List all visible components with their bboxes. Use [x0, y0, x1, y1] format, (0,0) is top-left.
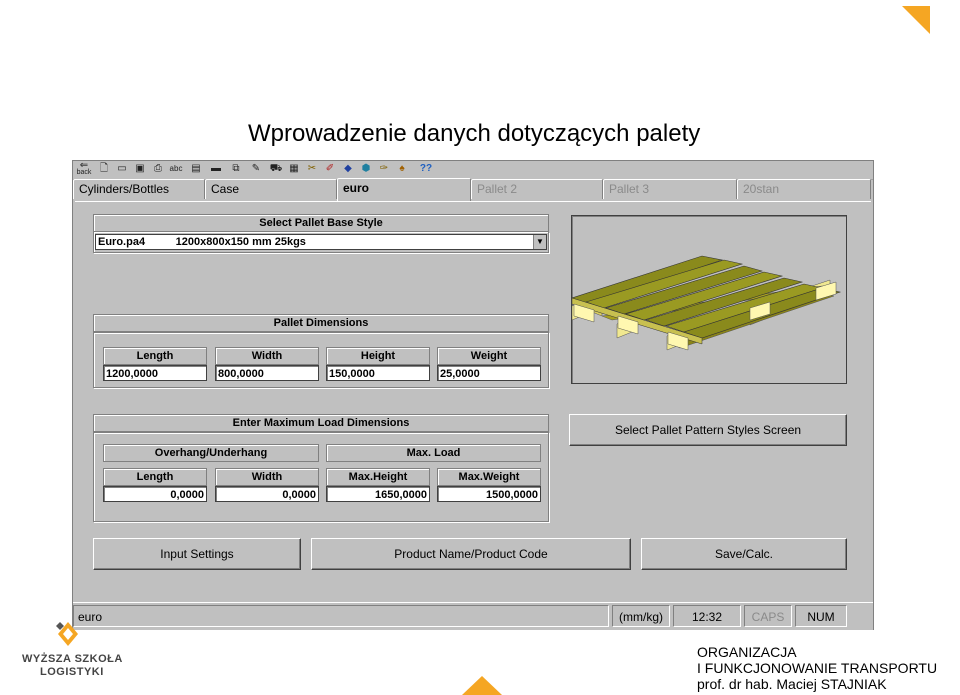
- wrench-icon[interactable]: ✑: [379, 163, 389, 174]
- document-icon[interactable]: ▤: [191, 163, 201, 174]
- spellcheck-icon[interactable]: abc: [169, 164, 183, 173]
- length-label: Length: [103, 347, 207, 365]
- open-folder-icon[interactable]: ▭: [117, 163, 127, 174]
- input-settings-button[interactable]: Input Settings: [93, 538, 301, 570]
- pallet-app-window: [72, 160, 874, 630]
- tab-euro[interactable]: euro: [337, 178, 471, 201]
- weight-label: Weight: [437, 347, 541, 365]
- product-name-code-button[interactable]: Product Name/Product Code: [311, 538, 631, 570]
- status-name: euro: [73, 605, 609, 627]
- footer-line2: I FUNKCJONOWANIE TRANSPORTU: [697, 660, 938, 676]
- max-height-input[interactable]: 1650,0000: [326, 486, 430, 502]
- tab-strip: [73, 179, 873, 201]
- max-height-label: Max.Height: [326, 468, 430, 486]
- tab-case[interactable]: Case: [205, 179, 337, 199]
- tab-pallet-3[interactable]: Pallet 3: [603, 179, 737, 199]
- form-icon[interactable]: ▦: [289, 163, 299, 174]
- overhang-length-label: Length: [103, 468, 207, 486]
- overhang-label: Overhang/Underhang: [103, 444, 319, 462]
- max-load-header: Enter Maximum Load Dimensions: [93, 414, 549, 432]
- pallet-width-input[interactable]: 800,0000: [215, 365, 319, 381]
- pallet-weight-input[interactable]: 25,0000: [437, 365, 541, 381]
- overhang-length-input[interactable]: 0,0000: [103, 486, 207, 502]
- truck-icon[interactable]: ⛟: [269, 163, 283, 174]
- copy-icon[interactable]: ⧉: [232, 163, 240, 174]
- edit-icon[interactable]: ✎: [251, 163, 261, 174]
- logo-mark-icon: [20, 620, 120, 654]
- pallet-height-input[interactable]: 150,0000: [326, 365, 430, 381]
- logo-text-line1: WYŻSZA SZKOŁA: [22, 653, 123, 665]
- box-icon[interactable]: ◆: [344, 163, 352, 174]
- overhang-width-input[interactable]: 0,0000: [215, 486, 319, 502]
- tab-pallet-2[interactable]: Pallet 2: [471, 179, 603, 199]
- back-arrow-icon: ⇐: [79, 160, 89, 171]
- new-file-icon[interactable]: 🗋: [99, 163, 109, 174]
- cube-icon[interactable]: ⬢: [361, 163, 371, 174]
- pallet-3d-image: [572, 216, 844, 381]
- tab-cylinders-bottles[interactable]: Cylinders/Bottles: [73, 179, 205, 199]
- overhang-width-label: Width: [215, 468, 319, 486]
- status-num: NUM: [795, 605, 847, 627]
- paint-icon[interactable]: ✐: [325, 163, 335, 174]
- height-label: Height: [326, 347, 430, 365]
- corner-accent-triangle: [902, 6, 930, 34]
- help-button[interactable]: ??: [419, 163, 433, 174]
- window-icon[interactable]: ▬: [211, 163, 221, 174]
- bottom-accent-triangle: [462, 676, 502, 695]
- pallet-base-style-select[interactable]: [95, 234, 547, 250]
- max-load-label: Max. Load: [326, 444, 541, 462]
- tool-icon[interactable]: ✂: [307, 163, 317, 174]
- status-caps: CAPS: [744, 605, 792, 627]
- status-bar: [73, 602, 873, 630]
- pallet-length-input[interactable]: 1200,0000: [103, 365, 207, 381]
- footer-line3: prof. dr hab. Maciej STAJNIAK: [697, 676, 887, 692]
- status-units: (mm/kg): [612, 605, 670, 627]
- pallet-3d-preview: [571, 215, 847, 384]
- bottle-icon[interactable]: ♠: [399, 163, 405, 174]
- slide-title: Wprowadzenie danych dotyczących palety: [248, 120, 701, 147]
- chevron-down-icon[interactable]: ▼: [533, 235, 546, 249]
- max-weight-input[interactable]: 1500,0000: [437, 486, 541, 502]
- footer-line1: ORGANIZACJA: [697, 644, 797, 660]
- save-calc-button[interactable]: Save/Calc.: [641, 538, 847, 570]
- pallet-base-style-value: Euro.pa4 1200x800x150 mm 25kgs: [98, 236, 306, 248]
- toolbar: [73, 161, 873, 180]
- max-weight-label: Max.Weight: [437, 468, 541, 486]
- width-label: Width: [215, 347, 319, 365]
- logo-text-line2: LOGISTYKI: [40, 666, 104, 678]
- base-style-header: Select Pallet Base Style: [93, 214, 549, 232]
- euro-tab-panel: [75, 201, 871, 602]
- back-button[interactable]: [76, 162, 92, 176]
- save-icon[interactable]: ▣: [135, 163, 145, 174]
- tab-20stan[interactable]: 20stan: [737, 179, 871, 199]
- print-icon[interactable]: ⎙: [154, 163, 162, 174]
- back-label: back: [76, 169, 92, 176]
- pallet-dimensions-header: Pallet Dimensions: [93, 314, 549, 332]
- select-pallet-pattern-styles-button[interactable]: Select Pallet Pattern Styles Screen: [569, 414, 847, 446]
- status-time: 12:32: [673, 605, 741, 627]
